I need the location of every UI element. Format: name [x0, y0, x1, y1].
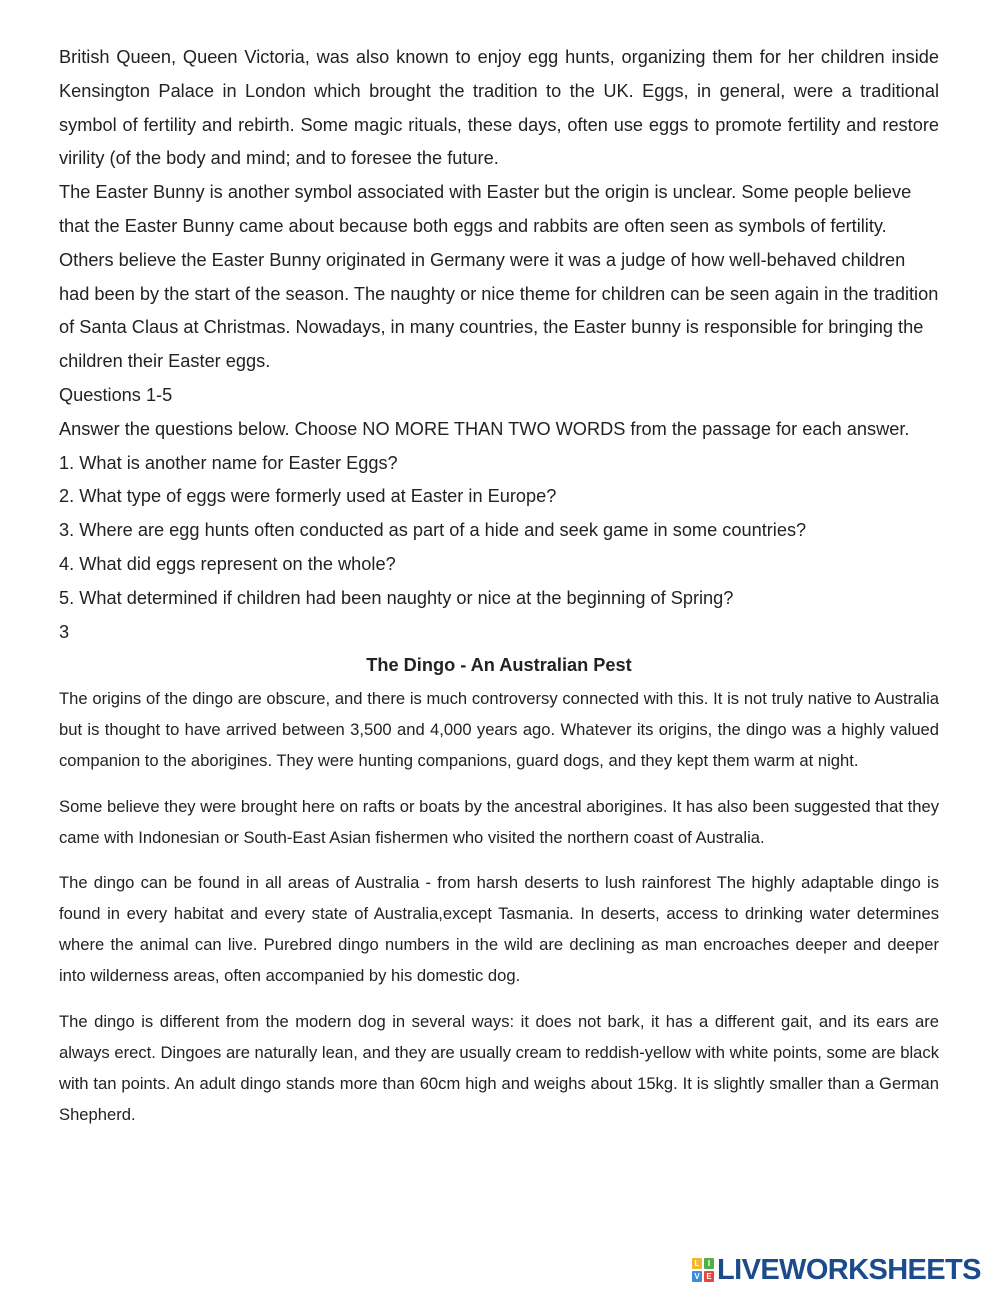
question-5: 5. What determined if children had been naughty or nice at the beginning of Spring? [59, 587, 734, 608]
logo-square-v: V [692, 1271, 702, 1282]
dingo-paragraph-2: Some believe they were brought here on rafts or boats by the ancestral aborigines. It has also been suggested that they came with Indonesian or South-East Asian fishermen who visited the northern coast of Australia. [59, 796, 939, 847]
passage-paragraph-2: The Easter Bunny is another symbol associated with Easter but the origin is unclear. Some people believe that the Easter Bunny came about because both eggs and rabbits are often seen as symbols of fertility. Others believe the Easter Bunny originated in Germany were it was a judge of how well-behaved children had been by the start of the season. The naughty or nice theme for children can be seen again in the tradition of Santa Claus at Christmas. Nowadays, in many countries, the Easter bunny is responsible for bringing the children their Easter eggs. [59, 182, 939, 372]
dingo-paragraph-4: The dingo is different from the modern dog in several ways: it does not bark, it has a different gait, and its ears are always erect. Dingoes are naturally lean, and they are usually cream to reddish-yellow with white points, some are black with tan points. An adult dingo stands more than 60cm high and weighs about 15kg. It is slightly smaller than a German Shepherd. [59, 1011, 939, 1124]
dingo-title: The Dingo - An Australian Pest [366, 655, 632, 676]
logo-square-i: I [704, 1258, 714, 1269]
passage-paragraph-1: British Queen, Queen Victoria, was also known to enjoy egg hunts, organizing them for her children inside Kensington Palace in London which brought the tradition to the UK. Eggs, in general, were a traditional symbol of fertility and rebirth. Some magic rituals, these days, often use eggs to promote fertility and restore virility (of the body and mind; and to foresee the future. [59, 47, 939, 169]
dingo-paragraph-3: The dingo can be found in all areas of Australia - from harsh deserts to lush rainforest The highly adaptable dingo is found in every habitat and every state of Australia,except Tasmania. In deserts, access to drinking water determines where the animal can live. Purebred dingo numbers in the wild are declining as man encroaches deeper and deeper into wilderness areas, often accompanied by his domestic dog. [59, 873, 939, 986]
dingo-paragraph-1: The origins of the dingo are obscure, and there is much controversy connected with this. It is not truly native to Australia but is thought to have arrived between 3,500 and 4,000 years ago. Whatever its origins, the dingo was a highly valued companion to the aborigines. They were hunting companions, guard dogs, and they kept them warm at night. [59, 689, 939, 771]
liveworksheets-logo [692, 1255, 981, 1285]
logo-mark-icon [692, 1258, 714, 1282]
question-2: 2. What type of eggs were formerly used at Easter in Europe? [59, 486, 557, 507]
logo-square-l: L [692, 1258, 702, 1269]
logo-wordmark: LIVEWORKSHEETS [717, 1254, 981, 1286]
question-4: 4. What did eggs represent on the whole? [59, 553, 396, 574]
question-3: 3. Where are egg hunts often conducted as part of a hide and seek game in some countries? [59, 520, 807, 541]
questions-heading: Questions 1-5 [59, 384, 173, 405]
questions-instruction: Answer the questions below. Choose NO MORE THAN TWO WORDS from the passage for each answer. [59, 418, 910, 439]
question-1: 1. What is another name for Easter Eggs? [59, 452, 398, 473]
section-number: 3 [59, 621, 70, 642]
worksheet-page [59, 41, 939, 1144]
logo-square-e: E [704, 1271, 714, 1282]
